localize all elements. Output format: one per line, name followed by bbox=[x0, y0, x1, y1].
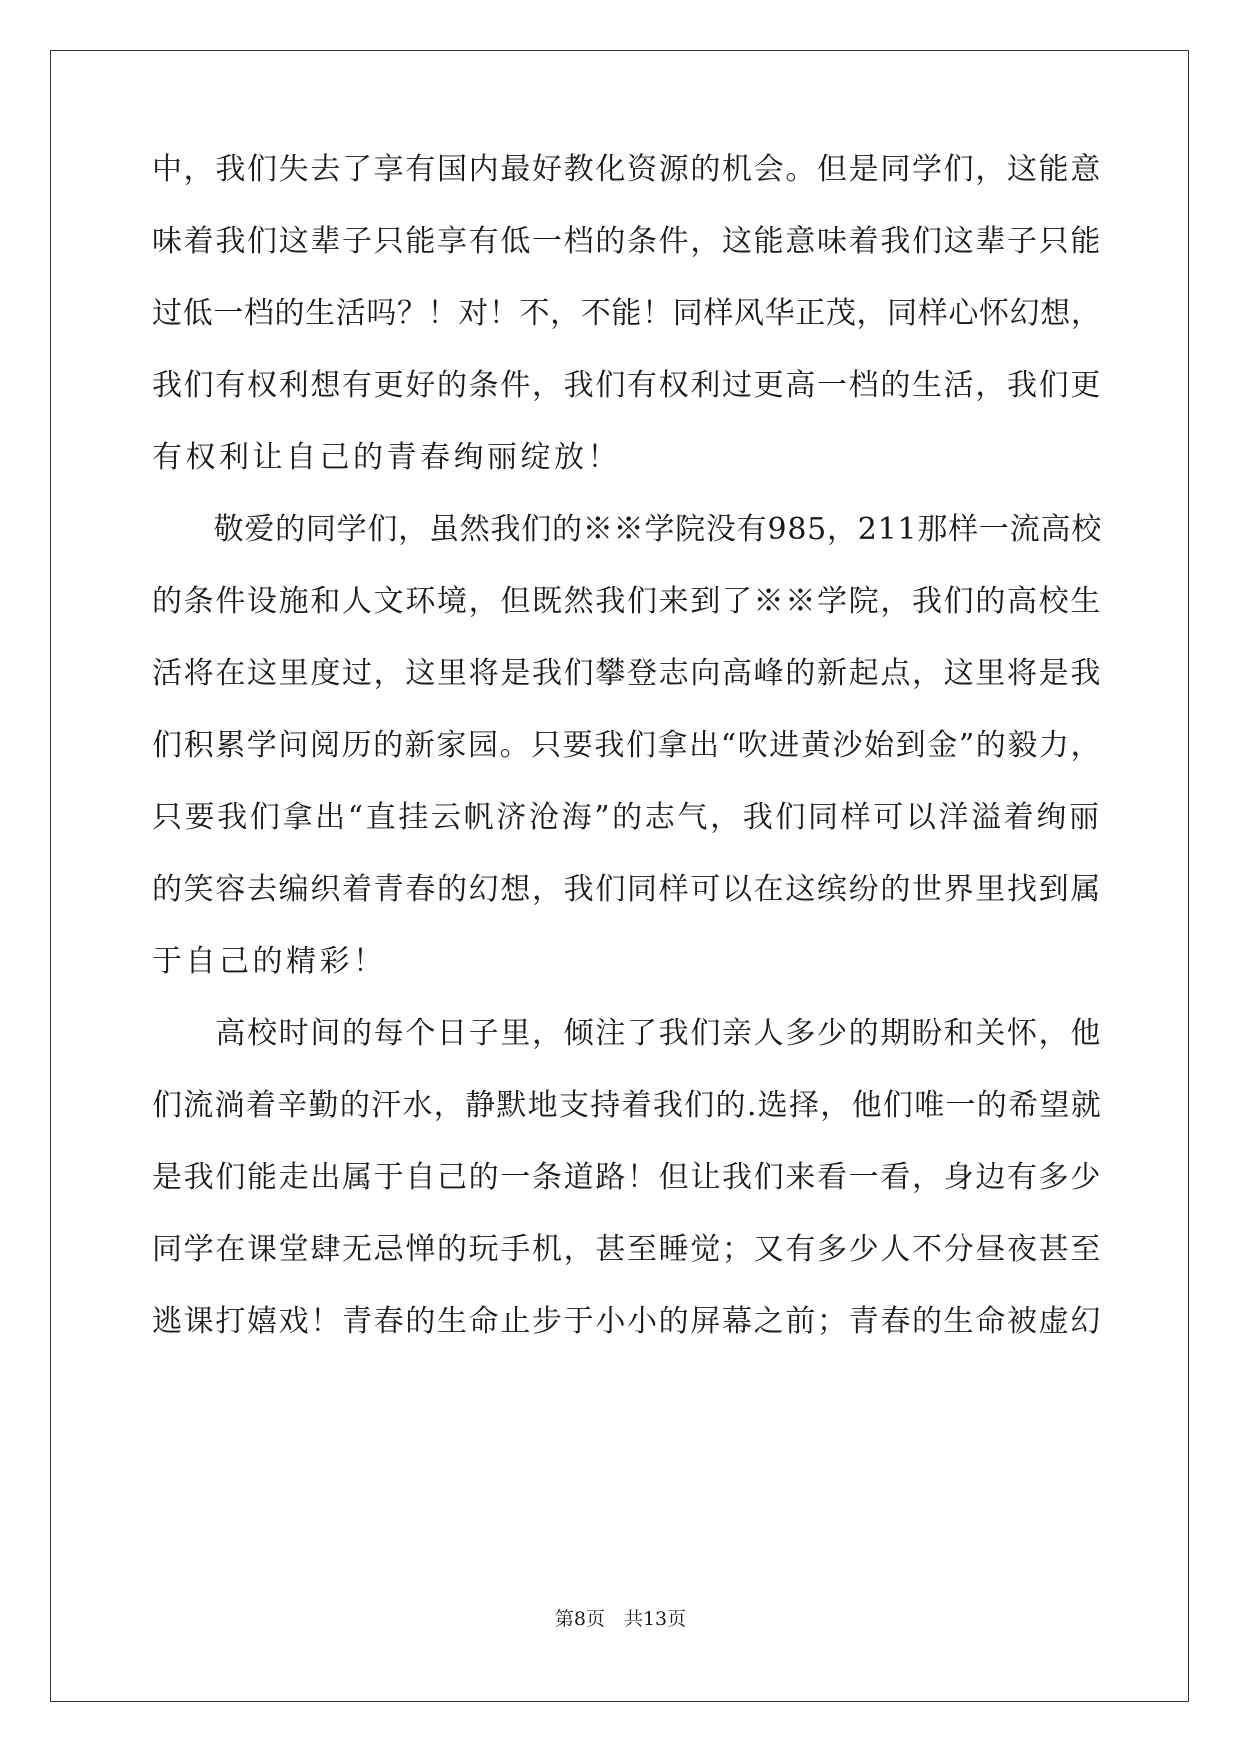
text-line: 敬爱的同学们，虽然我们的※※学院没有985，211那样一流高校 bbox=[152, 512, 1103, 547]
text-line: 的笑容去编织着青春的幻想，我们同样可以在这缤纷的世界里找到属 bbox=[152, 872, 1102, 907]
text-line: 同学在课堂肆无忌惮的玩手机，甚至睡觉；又有多少人不分昼夜甚至 bbox=[152, 1232, 1102, 1267]
text-line: 过低一档的生活吗？！对！不，不能！同样风华正茂，同样心怀幻想， bbox=[152, 296, 1102, 331]
text-line: 高校时间的每个日子里，倾注了我们亲人多少的期盼和关怀，他 bbox=[152, 1016, 1102, 1051]
text-line: 们流淌着辛勤的汗水，静默地支持着我们的.选择，他们唯一的希望就 bbox=[152, 1088, 1103, 1123]
text-line: 中，我们失去了享有国内最好教化资源的机会。但是同学们，这能意 bbox=[152, 152, 1102, 187]
text-line: 味着我们这辈子只能享有低一档的条件，这能意味着我们这辈子只能 bbox=[152, 224, 1102, 259]
text-line: 我们有权利想有更好的条件，我们有权利过更高一档的生活，我们更 bbox=[152, 368, 1102, 403]
text-line: 活将在这里度过，这里将是我们攀登志向高峰的新起点，这里将是我 bbox=[152, 656, 1102, 691]
text-line: 的条件设施和人文环境，但既然我们来到了※※学院，我们的高校生 bbox=[152, 584, 1102, 619]
text-line: 逃课打嬉戏！青春的生命止步于小小的屏幕之前；青春的生命被虚幻 bbox=[152, 1304, 1102, 1339]
text-line: 于自己的精彩！ bbox=[152, 944, 387, 979]
text-line: 是我们能走出属于自己的一条道路！但让我们来看一看，身边有多少 bbox=[152, 1160, 1102, 1195]
text-line: 有权利让自己的青春绚丽绽放！ bbox=[152, 440, 621, 475]
text-line: 们积累学问阅历的新家园。只要我们拿出“吹进黄沙始到金”的毅力， bbox=[152, 728, 1103, 763]
text-line: 只要我们拿出“直挂云帆济沧海”的志气，我们同样可以洋溢着绚丽 bbox=[152, 800, 1102, 835]
page-number-footer: 第8页 共13页 bbox=[554, 1608, 687, 1630]
